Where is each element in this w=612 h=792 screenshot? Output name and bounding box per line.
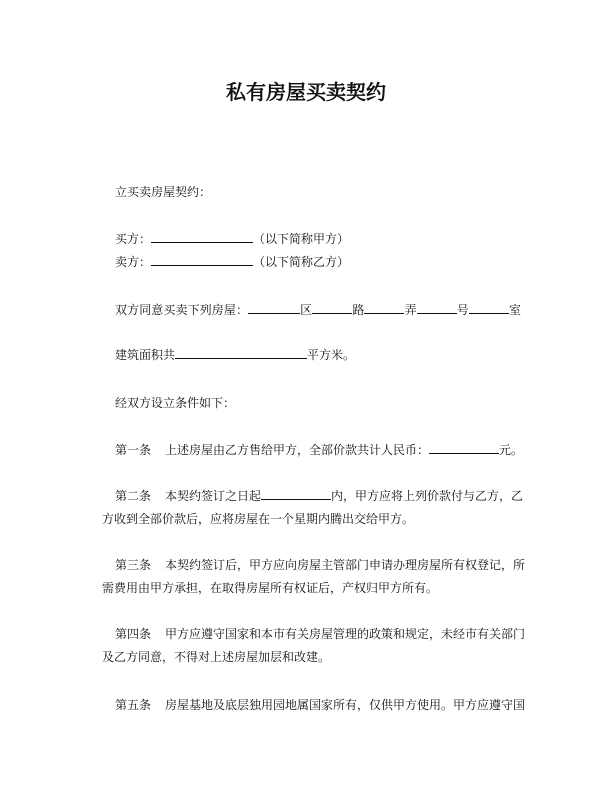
area-blank[interactable] bbox=[175, 347, 307, 359]
lane-label: 弄 bbox=[404, 303, 417, 317]
period-blank[interactable] bbox=[261, 488, 331, 500]
house-prefix: 双方同意买卖下列房屋： bbox=[115, 303, 249, 317]
article-number: 第一条 bbox=[115, 443, 152, 457]
article-text: 内，甲方应将上列价款付与乙方，乙 bbox=[331, 489, 524, 503]
area-prefix: 建筑面积共 bbox=[115, 348, 176, 362]
road-blank[interactable] bbox=[312, 302, 352, 314]
article-1 bbox=[115, 442, 524, 458]
area-suffix: 平方米。 bbox=[307, 348, 356, 362]
seller-note: （以下简称乙方） bbox=[253, 255, 350, 269]
article-4-cont: 及乙方同意，不得对上述房屋加层和改建。 bbox=[102, 650, 331, 664]
house-line bbox=[115, 302, 521, 318]
article-2-cont: 方收到全部价款后，应将房屋在一个星期内腾出交给甲方。 bbox=[102, 512, 415, 526]
buyer-line bbox=[115, 231, 521, 247]
number-label: 号 bbox=[456, 303, 469, 317]
intro: 立买卖房屋契约： bbox=[115, 185, 212, 199]
article-number: 第三条 bbox=[115, 558, 152, 572]
article-3-cont: 需费用由甲方承担，在取得房屋所有权证后，产权归甲方所有。 bbox=[102, 581, 439, 595]
article-text: 房屋基地及底层独用园地属国家所有，仅供甲方使用。甲方应遵守国 bbox=[165, 698, 526, 712]
article-number: 第二条 bbox=[115, 489, 152, 503]
article-2 bbox=[115, 488, 524, 504]
seller-line bbox=[115, 254, 521, 270]
article-3 bbox=[115, 557, 526, 573]
seller-label: 卖方： bbox=[115, 255, 152, 269]
page-title: 私有房屋买卖契约 bbox=[226, 80, 386, 104]
room-blank[interactable] bbox=[469, 302, 509, 314]
number-blank[interactable] bbox=[417, 302, 457, 314]
article-5 bbox=[115, 697, 526, 713]
article-text: 本契约签订后，甲方应向房屋主管部门申请办理房屋所有权登记，所 bbox=[165, 558, 526, 572]
district-label: 区 bbox=[300, 303, 313, 317]
area-line bbox=[115, 347, 521, 363]
article-4 bbox=[115, 626, 526, 642]
road-label: 路 bbox=[352, 303, 365, 317]
buyer-note: （以下简称甲方） bbox=[253, 232, 350, 246]
district-blank[interactable] bbox=[248, 302, 300, 314]
lane-blank[interactable] bbox=[364, 302, 404, 314]
article-text: 本契约签订之日起 bbox=[165, 489, 262, 503]
article-text: 甲方应遵守国家和本市有关房屋管理的政策和规定，未经市有关部门 bbox=[165, 627, 526, 641]
article-text: 元。 bbox=[499, 443, 524, 457]
buyer-blank[interactable] bbox=[151, 231, 253, 243]
article-number: 第四条 bbox=[115, 627, 152, 641]
buyer-label: 买方： bbox=[115, 232, 152, 246]
conditions-heading: 经双方设立条件如下： bbox=[115, 396, 236, 410]
article-text: 上述房屋由乙方售给甲方，全部价款共计人民币： bbox=[165, 443, 430, 457]
room-label: 室 bbox=[508, 303, 521, 317]
price-blank[interactable] bbox=[429, 442, 499, 454]
article-number: 第五条 bbox=[115, 698, 152, 712]
seller-blank[interactable] bbox=[151, 254, 253, 266]
